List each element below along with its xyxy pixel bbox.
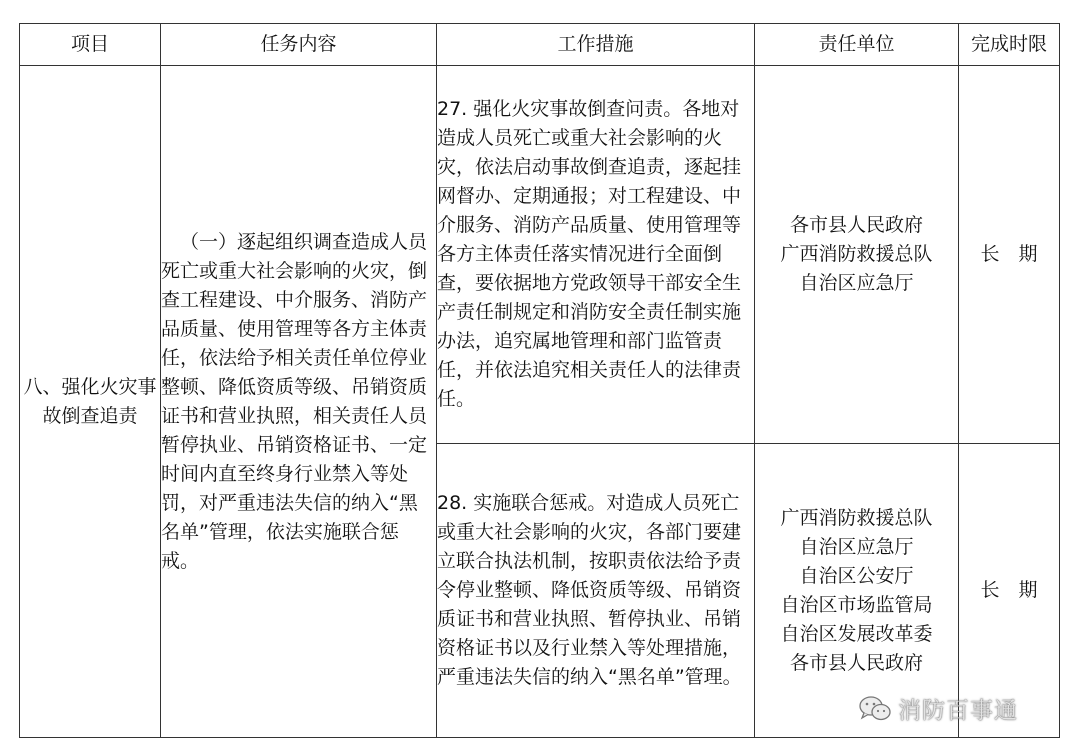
- table-row: [20, 66, 1060, 444]
- responsible-unit: 自治区市场监管局: [780, 593, 933, 616]
- header-deadline: 完成时限: [959, 24, 1060, 66]
- responsible-unit: 自治区应急厅: [799, 535, 914, 558]
- deadline-cell: 长 期: [959, 444, 1060, 738]
- responsible-unit: 自治区发展改革委: [780, 622, 933, 645]
- responsible-unit: 广西消防救援总队: [780, 506, 933, 529]
- responsible-unit: 自治区应急厅: [799, 272, 914, 294]
- task-content-cell: （一）逐起组织调查造成人员死亡或重大社会影响的火灾，倒查工程建设、中介服务、消防产品质量、使用管理等各方主体责任，依法给予相关责任单位停业整顿、降低资质等级、吊销资质证书和营业执照，相关责任人员暂停执业、吊销资格证书、一定时间内直至终身行业禁入等处罚，对严重违法失信的纳入“黑名单”管理，依法实施联合惩戒。: [161, 66, 437, 738]
- wechat-icon: [858, 695, 892, 723]
- responsible-unit: 各市县人民政府: [789, 651, 923, 674]
- header-row: [20, 24, 1060, 66]
- measure-cell: 28. 实施联合惩戒。对造成人员死亡或重大社会影响的火灾，各部门要建立联合执法机制，按职责依法给予责令停业整顿、降低资质等级、吊销资质证书和营业执照、暂停执业、吊销资格证书以及行业禁入等处理措施，严重违法失信的纳入“黑名单”管理。: [437, 444, 755, 738]
- responsible-unit: 广西消防救援总队: [780, 243, 933, 265]
- item-cell: 八、强化火灾事故倒查追责: [20, 66, 161, 738]
- measure-cell: 27. 强化火灾事故倒查问责。各地对造成人员死亡或重大社会影响的火灾，依法启动事故倒查追责，逐起挂网督办、定期通报；对工程建设、中介服务、消防产品质量、使用管理等各方主体责任落实情况进行全面倒查，要依据地方党政领导干部安全生产责任制规定和消防安全责任制实施办法，追究属地管理和部门监管责任，并依法追究相关责任人的法律责任。: [437, 66, 755, 444]
- watermark-text: 消防百事通: [898, 698, 1018, 724]
- responsible-unit: 自治区公安厅: [799, 564, 914, 587]
- header-responsible-units: 责任单位: [755, 24, 959, 66]
- responsible-units-cell: [755, 66, 959, 444]
- header-task: 任务内容: [161, 24, 437, 66]
- responsible-unit: 各市县人民政府: [789, 214, 923, 236]
- deadline-cell: 长 期: [959, 66, 1060, 444]
- header-item: 项目: [20, 24, 161, 66]
- watermark: [858, 692, 1018, 725]
- task-table: [19, 23, 1060, 738]
- header-measures: 工作措施: [437, 24, 755, 66]
